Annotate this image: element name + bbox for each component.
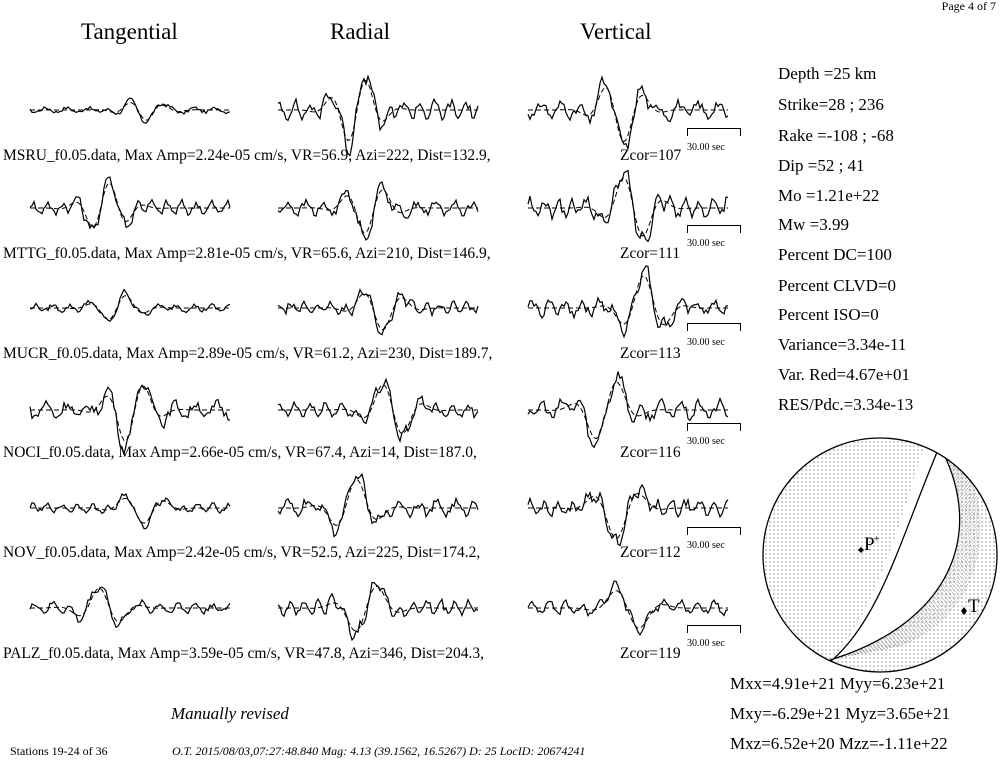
zcor-msru: Zcor=107 [620,147,682,164]
station-label-noci: NOCI_f0.05.data, Max Amp=2.66e-05 cm/s, VR=67.4, Azi=14, Dist=187.0, [3,444,477,461]
page-number: Page 4 of 7 [941,0,996,13]
param-mo: Mo =1.21e+22 [778,186,880,205]
param-percent-iso: Percent ISO=0 [778,305,879,324]
zcor-noci: Zcor=116 [620,444,681,461]
time-scale-label: 30.00 sec [687,436,725,447]
time-scale-label: 30.00 sec [687,638,725,649]
moment-tensor-row-3: Mxz=6.52e+20 Mzz=-1.11e+22 [730,734,948,753]
station-label-msru: MSRU_f0.05.data, Max Amp=2.24e-05 cm/s, VR=56.9, Azi=222, Dist=132.9, [3,147,491,164]
moment-tensor-row-2: Mxy=-6.29e+21 Myz=3.65e+21 [730,704,951,723]
vertical-header: Vertical [580,19,652,44]
manual-revision-note: Manually revised [171,704,289,723]
p-axis-sign: + [874,534,880,545]
zcor-mucr: Zcor=113 [620,345,681,362]
time-scale-label: 30.00 sec [687,540,725,551]
zcor-nov: Zcor=112 [620,544,681,561]
param-depth: Depth =25 km [778,64,877,83]
footer-origin-info: O.T. 2015/08/03,07:27:48.840 Mag: 4.13 (39.1562, 16.5267) D: 25 LocID: 20674241 [172,744,586,758]
param-percent-dc: Percent DC=100 [778,245,892,264]
zcor-mttg: Zcor=111 [620,245,681,262]
station-label-mucr: MUCR_f0.05.data, Max Amp=2.89e-05 cm/s, VR=61.2, Azi=230, Dist=189.7, [3,345,493,362]
time-scale-label: 30.00 sec [687,337,725,348]
param-percent-clvd: Percent CLVD=0 [778,276,897,295]
station-label-nov: NOV_f0.05.data, Max Amp=2.42e-05 cm/s, VR=52.5, Azi=225, Dist=174.2, [3,544,481,561]
p-axis-label: P [864,534,875,555]
param-dip: Dip =52 ; 41 [778,156,865,175]
moment-tensor-row-1: Mxx=4.91e+21 Myy=6.23e+21 [730,674,946,693]
station-label-palz: PALZ_f0.05.data, Max Amp=3.59e-05 cm/s, VR=47.8, Azi=346, Dist=204.3, [3,645,485,662]
station-label-mttg: MTTG_f0.05.data, Max Amp=2.81e-05 cm/s, VR=65.6, Azi=210, Dist=146.9, [3,245,491,262]
time-scale-label: 30.00 sec [687,238,725,249]
time-scale-label: 30.00 sec [687,142,725,153]
tangential-header: Tangential [81,19,178,44]
radial-header: Radial [330,19,391,44]
param-strike: Strike=28 ; 236 [778,95,884,114]
param-variance: Variance=3.34e-11 [778,335,907,354]
param-rake: Rake =-108 ; -68 [778,126,894,145]
zcor-palz: Zcor=119 [620,645,681,662]
param-mw: Mw =3.99 [778,215,849,234]
t-axis-label: T [968,596,980,617]
param-var-red: Var. Red=4.67e+01 [778,365,911,384]
param-res-pdc: RES/Pdc.=3.34e-13 [778,395,914,414]
footer-stations: Stations 19-24 of 36 [10,744,108,758]
